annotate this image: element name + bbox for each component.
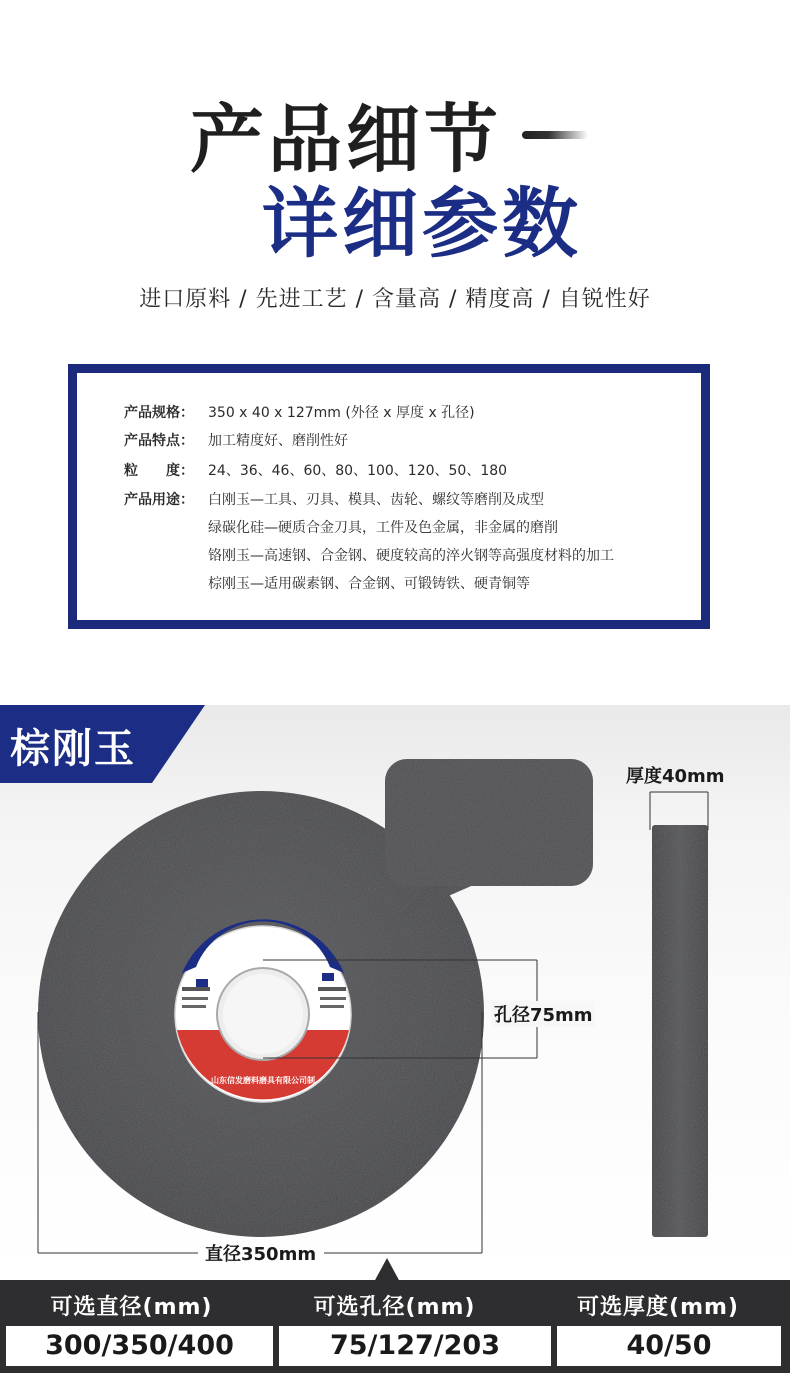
spec-value: 350 x 40 x 127mm (外径 x 厚度 x 孔径) <box>208 405 475 421</box>
spec-panel-body <box>77 373 701 620</box>
page-subtitle: 详细参数 <box>262 179 582 268</box>
spec-row-usage <box>124 490 544 510</box>
spec-usage-line: 绿碳化硅—硬质合金刀具，工件及色金属，非金属的磨削 <box>208 520 558 536</box>
thickness-dimension <box>650 792 708 830</box>
spec-row-features <box>124 431 348 451</box>
spec-value: 加工精度好、磨削性好 <box>208 433 348 449</box>
spec-usage-line: 棕刚玉—适用碳素钢、合金钢、可锻铸铁、硬青铜等 <box>208 576 530 592</box>
wheel-maker-text: 山东信发磨料磨具有限公司制 <box>211 1076 315 1085</box>
spec-usage-line: 铬刚玉—高速钢、合金钢、硬度较高的淬火钢等高强度材料的加工 <box>208 548 614 564</box>
grinding-wheel-illustration <box>0 705 790 1280</box>
spec-label: 产品特点： <box>124 433 194 449</box>
spec-label: 粒 度： <box>124 463 194 479</box>
option-header-diameter: 可选直径(mm) <box>50 1295 213 1320</box>
spec-row-size <box>124 403 475 423</box>
feature-slogan: 进口原料 / 先进工艺 / 含量高 / 精度高 / 自锐性好 <box>139 287 651 312</box>
option-value-hole: 75/127/203 <box>279 1326 551 1366</box>
title-decoration-bar <box>522 131 588 139</box>
spec-panel <box>68 364 710 629</box>
header-section <box>0 0 790 680</box>
options-pointer <box>374 1258 400 1282</box>
material-tag-label: 棕刚玉 <box>10 726 136 772</box>
option-header-thickness: 可选厚度(mm) <box>577 1295 739 1320</box>
diameter-label: 直径350mm <box>205 1244 317 1265</box>
thickness-label: 厚度40mm <box>626 766 725 787</box>
spec-label: 产品用途： <box>124 492 194 508</box>
spec-row-grit <box>124 461 507 481</box>
options-table <box>0 1280 790 1373</box>
spec-label: 产品规格： <box>124 405 194 421</box>
option-header-hole: 可选孔径(mm) <box>313 1295 476 1320</box>
wheel-side-view <box>652 825 708 1237</box>
hole-label: 孔径75mm <box>492 1001 595 1027</box>
option-value-diameter: 300/350/400 <box>6 1326 273 1366</box>
page-title: 产品细节 <box>190 97 502 183</box>
option-value-thickness: 40/50 <box>557 1326 781 1366</box>
product-showcase <box>0 705 790 1280</box>
wheel-brand-text: 信发磨具 <box>229 932 297 952</box>
spec-value: 白刚玉—工具、刃具、模具、齿轮、螺纹等磨削及成型 <box>208 492 544 508</box>
spec-value: 24、36、46、60、80、100、120、50、180 <box>208 463 508 479</box>
